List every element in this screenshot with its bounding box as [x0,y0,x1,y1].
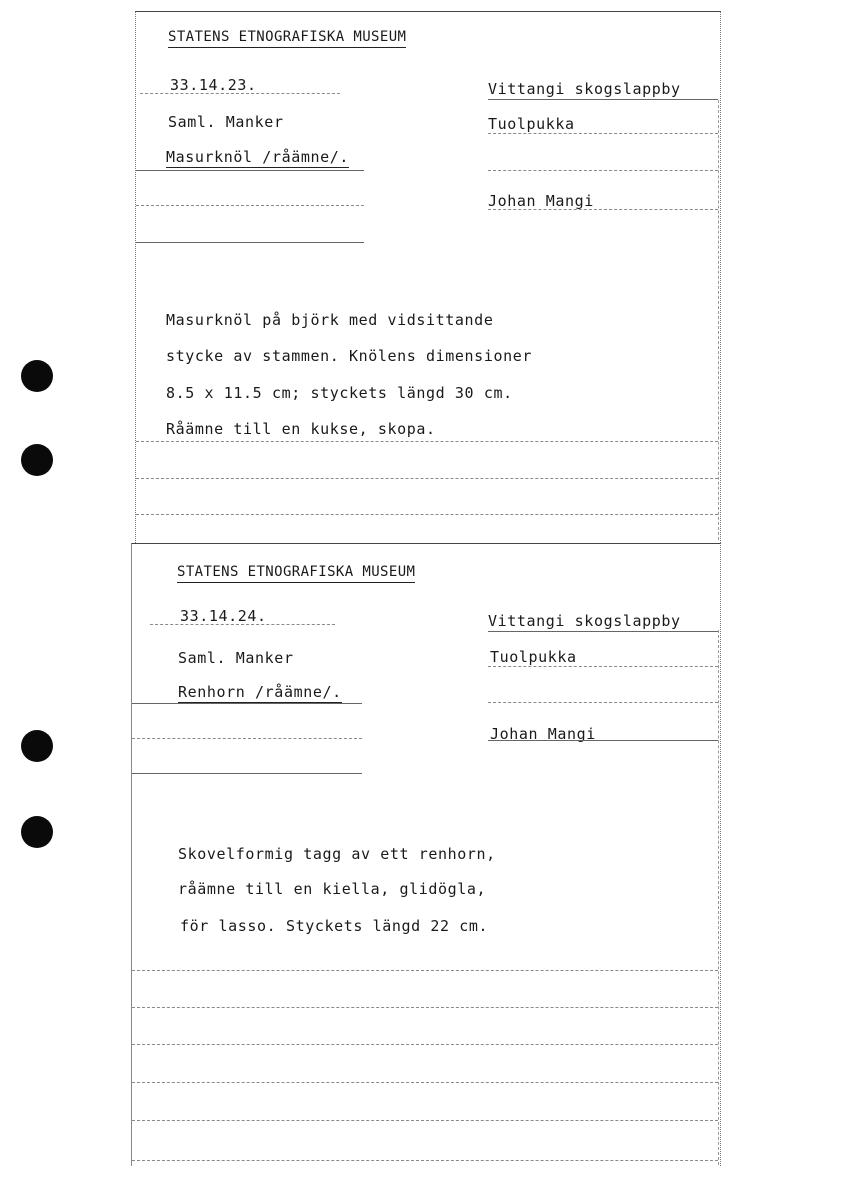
object-name: Renhorn /råämne/. [178,683,342,701]
description-line: Masurknöl på björk med vidsittande [166,311,494,329]
informant-name: Johan Mangi [488,192,594,210]
punch-hole [21,444,53,476]
collection-name: Saml. Manker [178,649,294,667]
place-name: Vittangi skogslappby [488,612,681,630]
locality-name: Tuolpukka [488,115,575,133]
description-line: Råämne till en kukse, skopa. [166,420,436,438]
catalog-number: 33.14.24. [180,607,267,625]
object-name: Masurknöl /råämne/. [166,148,349,166]
punch-hole [21,730,53,762]
punch-hole [21,816,53,848]
punch-hole [21,360,53,392]
description-line: stycke av stammen. Knölens dimensioner [166,347,532,365]
catalog-number: 33.14.23. [170,76,257,94]
description-line: för lasso. Styckets längd 22 cm. [180,917,489,935]
museum-header: STATENS ETNOGRAFISKA MUSEUM [177,563,415,583]
informant-name: Johan Mangi [490,725,596,743]
locality-name: Tuolpukka [490,648,577,666]
place-name: Vittangi skogslappby [488,80,681,98]
description-line: Skovelformig tagg av ett renhorn, [178,845,496,863]
description-line: 8.5 x 11.5 cm; styckets längd 30 cm. [166,384,513,402]
collection-name: Saml. Manker [168,113,284,131]
description-line: råämne till en kiella, glidögla, [178,880,487,898]
museum-header: STATENS ETNOGRAFISKA MUSEUM [168,28,406,48]
